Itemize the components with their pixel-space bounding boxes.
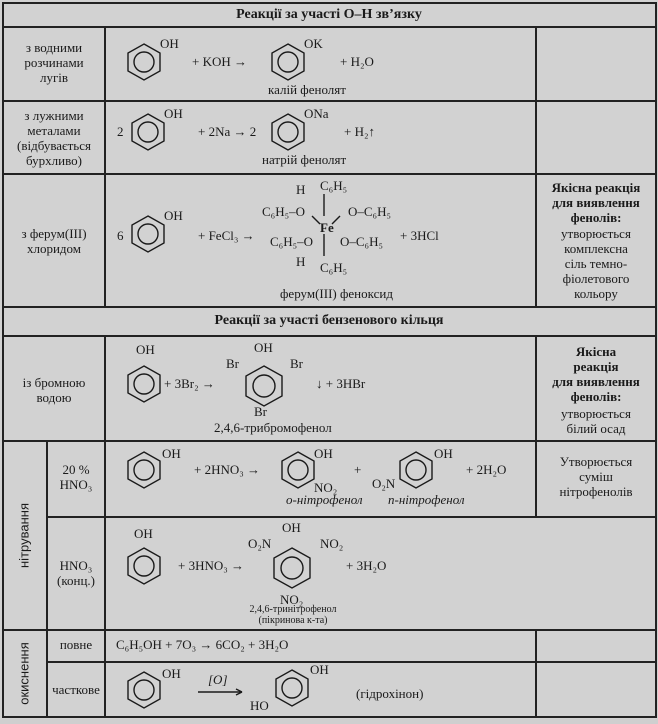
qualitative-note-title: Якісна реакція для виявлення фенолів: [551, 180, 641, 225]
border [104, 629, 106, 717]
oh-group: OH [164, 106, 183, 121]
substituent-o2n: O₂N [248, 536, 272, 551]
border [2, 26, 656, 28]
substituent-br: Br [254, 404, 267, 419]
row-label: HNO₃ (конц.) [57, 558, 95, 588]
border [2, 306, 656, 308]
oh-group: OH [162, 666, 181, 681]
benzene-ring-phenolate [268, 42, 308, 82]
oh-group: OH [162, 446, 181, 461]
complex-ligand: C₆H₅–O [262, 204, 306, 219]
substituent-no2: NO₂ [314, 480, 338, 495]
benzene-ring-hydroquinone [272, 668, 312, 708]
border [2, 629, 656, 631]
border [2, 2, 656, 4]
byproduct: + 3H₂O [346, 558, 387, 573]
row-label: 20 % HNO₃ [59, 462, 93, 492]
benzene-ring-tribromophenol [242, 364, 286, 408]
qualitative-note-title: Якісна реакція для виявлення фенолів: [552, 344, 640, 404]
complex-bonds [300, 190, 360, 270]
benzene-ring-phenol [124, 670, 164, 710]
complex-ligand: C₆H₅ [320, 178, 348, 193]
complex-center: Fe [320, 220, 334, 235]
group-label-oxidation: окиснення [16, 642, 32, 705]
benzene-ring-phenol [124, 42, 164, 82]
row-label: повне [59, 637, 93, 652]
product-name: (гідрохінон) [356, 686, 424, 701]
substituent-no2: NO₂ [280, 592, 304, 607]
oh-group: OH [282, 520, 301, 535]
reagent: + 2Na → 2 [198, 124, 257, 139]
row-label: із бромною водою [22, 375, 86, 405]
border [46, 516, 656, 518]
benzene-ring-o-nitrophenol [278, 450, 318, 490]
substituent-br: Br [290, 356, 303, 371]
ho-group: HO [250, 698, 269, 713]
equation: C₆H₅OH + 7O₃ → 6CO₂ + 3H₂O [116, 637, 289, 652]
oh-group: OH [434, 446, 453, 461]
section-title: Реакції за участі бензенового кільця [214, 313, 444, 328]
product-name: о-нітрофенол [286, 492, 363, 507]
note: Утворюється суміш нітрофенолів [559, 454, 633, 499]
row-label: часткове [52, 682, 100, 697]
byproduct: ↓ + 3HBr [316, 376, 366, 391]
product-group: ONa [304, 106, 329, 121]
border [104, 335, 106, 441]
border [46, 661, 656, 663]
substituent-o2n: O₂N [372, 476, 396, 491]
arrow-label: [O] [208, 672, 228, 687]
reaction-arrow [196, 688, 246, 696]
benzene-ring-phenol [124, 364, 164, 404]
byproduct: + 2H₂O [466, 462, 507, 477]
byproduct: + H₂↑ [344, 124, 376, 139]
border [535, 629, 537, 717]
oh-group: OH [254, 340, 273, 355]
product-name: n-нітрофенол [388, 492, 465, 507]
oh-group: OH [314, 446, 333, 461]
border [104, 26, 106, 307]
row-label: з водними розчинами лугів [24, 40, 84, 85]
product-name: натрій фенолят [262, 152, 347, 167]
border [2, 335, 656, 337]
product-name: 2,4,6-трибромофенол [214, 420, 332, 435]
qualitative-note: утворюється білий осад [561, 406, 631, 436]
benzene-ring-p-nitrophenol [396, 450, 436, 490]
border [104, 440, 106, 630]
section-title: Реакції за участі О–Н зв’язку [236, 7, 422, 22]
benzene-ring-phenol [128, 214, 168, 254]
group-label-nitration: нітрування [16, 503, 32, 568]
border [2, 440, 656, 442]
coefficient: 2 [117, 124, 124, 139]
benzene-ring-phenol [128, 112, 168, 152]
product-group: OK [304, 36, 323, 51]
reagent: + 3Br₂ → [164, 376, 215, 391]
byproduct: + 3HCl [400, 228, 439, 243]
benzene-ring-phenolate [268, 112, 308, 152]
complex-ligand: C₆H₅ [320, 260, 348, 275]
complex-ligand: C₆H₅–O [270, 234, 314, 249]
oh-group: OH [134, 526, 153, 541]
reagent: + 2HNO₃ → [194, 462, 261, 477]
complex-ligand: O–C₆H₅ [340, 234, 384, 249]
substituent-no2: NO₂ [320, 536, 344, 551]
qualitative-note: утворюється комплексна сіль темно- фіолетового кольору [561, 226, 631, 301]
product-name: ферум(ІІІ) феноксид [280, 286, 393, 301]
plus-sign: + [354, 462, 362, 477]
reagent: + KOH → [192, 54, 247, 69]
border [2, 173, 656, 175]
complex-h: H [296, 182, 306, 197]
substituent-br: Br [226, 356, 239, 371]
complex-ligand: O–C₆H₅ [348, 204, 392, 219]
border [2, 100, 656, 102]
benzene-ring-phenol [124, 546, 164, 586]
border [2, 716, 656, 718]
oh-group: OH [136, 342, 155, 357]
oh-group: OH [310, 662, 329, 677]
row-label: з ферум(ІІІ) хлоридом [21, 226, 87, 256]
complex-h: H [296, 254, 306, 269]
reagent: + 3HNO₃ → [178, 558, 245, 573]
coefficient: 6 [117, 228, 124, 243]
oh-group: OH [160, 36, 179, 51]
reagent: + FeCl₃ → [198, 228, 255, 243]
border [655, 2, 657, 718]
benzene-ring-phenol [124, 450, 164, 490]
oh-group: OH [164, 208, 183, 223]
product-name: калій фенолят [268, 82, 346, 97]
product-name: 2,4,6-тринітрофенол (пікринова к-та) [249, 604, 337, 626]
byproduct: + H₂O [340, 54, 374, 69]
benzene-ring-picric-acid [270, 546, 314, 590]
row-label: з лужними металами (відбувається бурхливо) [17, 108, 91, 168]
